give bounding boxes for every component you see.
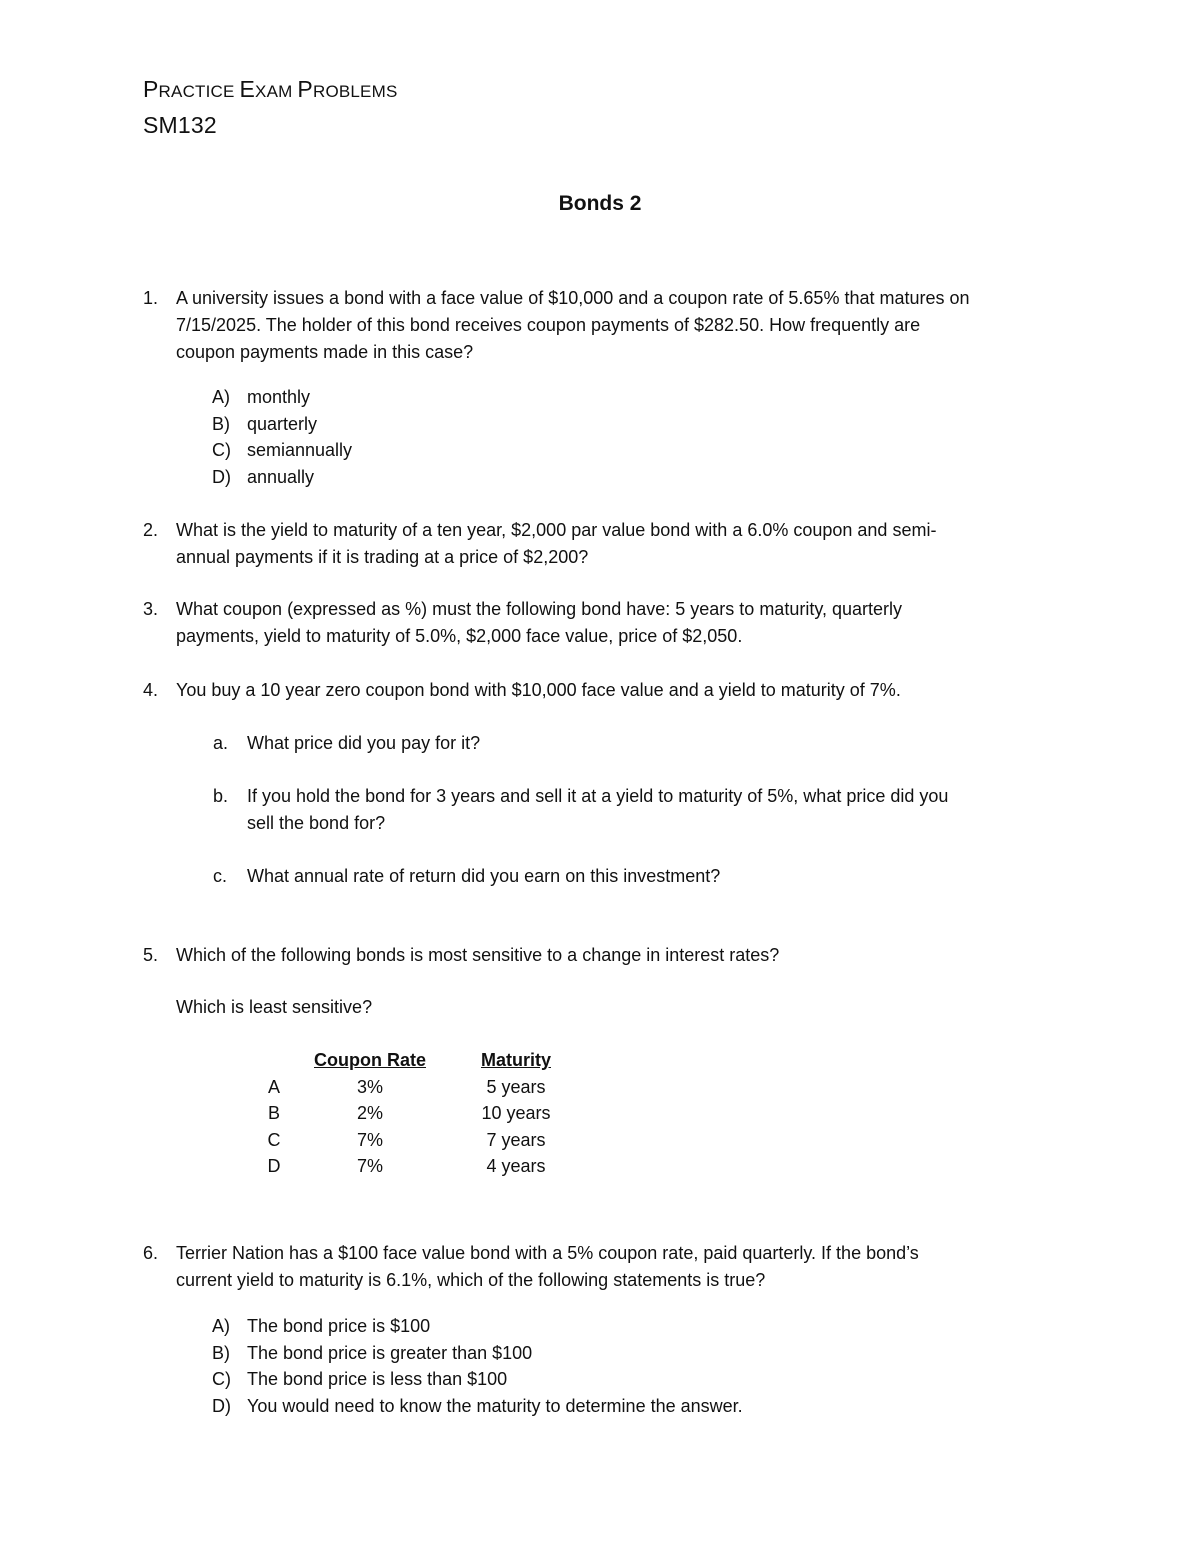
table-header-coupon-rate: Coupon Rate [314,1050,426,1070]
table-cell-coupon: 7% [356,1156,383,1176]
question-text-line: Terrier Nation has a $100 face value bond with a 5% coupon rate, paid quarterly. If the bond’s [176,1243,919,1263]
option-letter: D) [212,467,231,487]
subpart-text: If you hold the bond for 3 years and sell it at a yield to maturity of 5%, what price did you [247,786,949,806]
table-cell-coupon: 2% [356,1103,383,1123]
option-text: The bond price is less than $100 [247,1369,508,1389]
table-row-label: C [267,1130,281,1150]
subpart-text: sell the bond for? [247,813,386,833]
subpart-letter: a. [213,733,229,753]
question-text-line: Which of the following bonds is most sensitive to a change in interest rates? [176,945,780,965]
subpart-letter: c. [213,866,228,886]
question-number: 3. [143,599,159,619]
option-letter: B) [212,1343,230,1363]
table-row-label: A [267,1077,280,1097]
option-text: annually [247,467,315,487]
option-letter: D) [212,1396,231,1416]
question-text-line: annual payments if it is trading at a price of $2,200? [176,547,589,567]
document-header-title: PRACTICE EXAM PROBLEMS [143,76,398,102]
question-number: 2. [143,520,159,540]
table-cell-maturity: 5 years [486,1077,546,1097]
section-title: Bonds 2 [558,192,642,215]
option-text: monthly [247,387,311,407]
option-letter: C) [212,1369,231,1389]
option-text: quarterly [247,414,318,434]
question-number: 6. [143,1243,159,1263]
option-text: semiannually [247,440,353,460]
table-header-maturity: Maturity [480,1050,551,1070]
question-text-line: coupon payments made in this case? [176,342,474,362]
subpart-text: What price did you pay for it? [247,733,481,753]
option-text: The bond price is greater than $100 [247,1343,533,1363]
course-code: SM132 [143,112,217,138]
subpart-text: What annual rate of return did you earn on this investment? [247,866,721,886]
option-text: The bond price is $100 [247,1316,431,1336]
table-row-label: D [267,1156,281,1176]
option-letter: A) [212,387,230,407]
option-letter: A) [212,1316,230,1336]
table-cell-coupon: 7% [356,1130,383,1150]
question-text-line: payments, yield to maturity of 5.0%, $2,000 face value, price of $2,050. [176,626,743,646]
question-number: 4. [143,680,159,700]
question-number: 1. [143,288,159,308]
table-cell-coupon: 3% [356,1077,383,1097]
question-text-line: A university issues a bond with a face value of $10,000 and a coupon rate of 5.65% that matures on [176,288,970,308]
option-letter: C) [212,440,231,460]
option-letter: B) [212,414,230,434]
question-text-line: 7/15/2025. The holder of this bond receives coupon payments of $282.50. How frequently are [176,315,921,335]
table-row-label: B [267,1103,280,1123]
table-cell-maturity: 10 years [481,1103,551,1123]
option-text: You would need to know the maturity to determine the answer. [247,1396,743,1416]
question-text-line: What is the yield to maturity of a ten year, $2,000 par value bond with a 6.0% coupon and semi- [176,520,937,540]
question-text-line: What coupon (expressed as %) must the following bond have: 5 years to maturity, quarterly [176,599,903,619]
table-cell-maturity: 7 years [486,1130,546,1150]
question-text-line: current yield to maturity is 6.1%, which of the following statements is true? [176,1270,766,1290]
subpart-letter: b. [213,786,229,806]
question-text-line: You buy a 10 year zero coupon bond with $10,000 face value and a yield to maturity of 7%. [176,680,901,700]
table-cell-maturity: 4 years [486,1156,546,1176]
question-text-line: Which is least sensitive? [176,997,373,1017]
question-number: 5. [143,945,159,965]
